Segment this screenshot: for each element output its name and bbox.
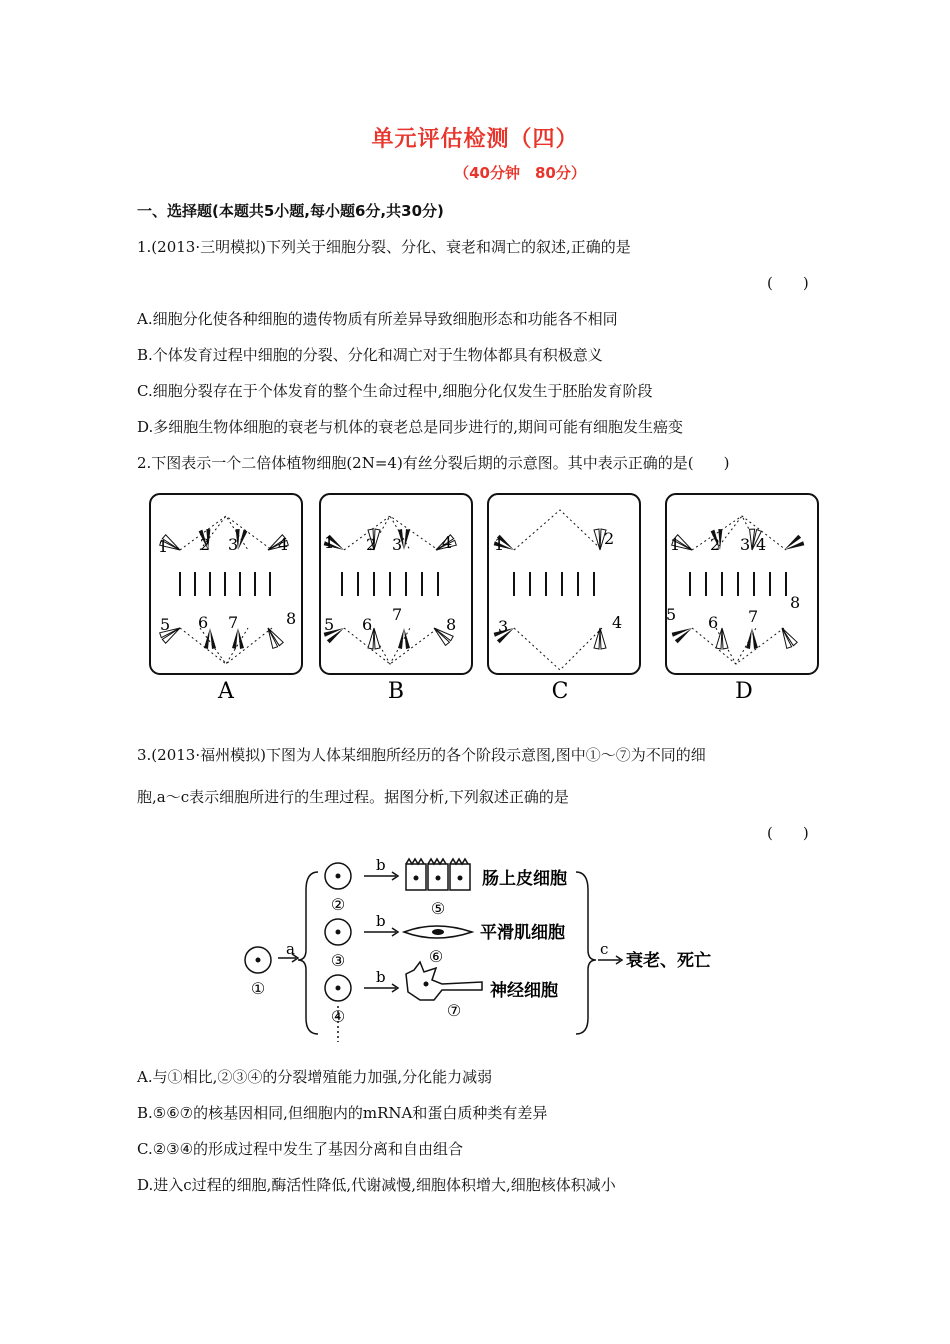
q2-c-label-3: 3 [498,617,509,636]
q3-process-c: c [600,940,609,958]
q2-c-label-4: 4 [612,613,623,632]
q2-a-label-7: 7 [228,613,239,632]
q3-cell-1: ① [250,979,266,998]
q2-a-label-3: 3 [228,535,239,554]
q2-a-label-6: 6 [198,613,209,632]
q1-option-c: C.细胞分裂存在于个体发育的整个生命过程中,细胞分化仅发生于胚胎发育阶段 [137,382,653,400]
q2-b-label-1: 1 [324,533,335,552]
q2-panel-b [320,494,472,704]
q2-panel-a-label: A [218,679,234,704]
q2-figure [140,488,820,708]
q3-cell-7: ⑦ [446,1001,462,1020]
q2-panel-c [488,494,640,704]
q2-a-label-2: 2 [200,535,211,554]
q2-stem: 2.下图表示一个二倍体植物细胞(2N=4)有丝分裂后期的示意图。其中表示正确的是( ) [137,454,730,472]
q2-panel-d-label: D [735,679,753,704]
q2-a-label-5: 5 [160,615,171,634]
q3-stem-line1: 3.(2013·福州模拟)下图为人体某细胞所经历的各个阶段示意图,图中①～⑦为不同的细 [137,746,706,764]
q2-d-label-7: 7 [748,607,759,626]
q2-c-label-2: 2 [604,529,615,548]
q3-label-intestinal: 肠上皮细胞 [482,869,567,889]
q2-d-label-6: 6 [708,613,719,632]
q3-label-smooth-muscle: 平滑肌细胞 [480,923,565,943]
q2-d-label-1: 1 [670,535,681,554]
page-title: 单元评估检测（四） [371,127,579,152]
q2-b-label-2: 2 [366,535,377,554]
q1-option-a: A.细胞分化使各种细胞的遗传物质有所差异导致细胞形态和功能各不相同 [137,310,618,328]
q2-c-label-1: 1 [494,535,505,554]
q2-panel-d [666,494,818,704]
page-subtitle: （40分钟 80分） [454,164,586,182]
q3-process-b-1: b [376,856,386,874]
q1-option-b: B.个体发育过程中细胞的分裂、分化和凋亡对于生物体都具有积极意义 [137,346,603,364]
q2-d-label-3: 3 [740,535,751,554]
q3-process-a: a [286,940,295,958]
q3-cell-3: ③ [330,951,346,970]
q3-cell-2: ② [330,895,346,914]
q2-b-label-3: 3 [392,535,403,554]
q3-option-a: A.与①相比,②③④的分裂增殖能力加强,分化能力减弱 [137,1068,493,1086]
q2-b-label-4: 4 [442,533,453,552]
q3-cell-6: ⑥ [428,947,444,966]
q3-figure [236,850,716,1044]
q2-a-label-4: 4 [278,535,289,554]
q3-option-c: C.②③④的形成过程中发生了基因分离和自由组合 [137,1140,464,1158]
section-heading: 一、选择题(本题共5小题,每小题6分,共30分) [137,202,444,220]
q1-stem: 1.(2013·三明模拟)下列关于细胞分裂、分化、衰老和凋亡的叙述,正确的是 [137,238,631,256]
q3-label-neuron: 神经细胞 [490,981,558,1001]
q1-option-d: D.多细胞生物体细胞的衰老与机体的衰老总是同步进行的,期间可能有细胞发生癌变 [137,418,684,436]
q3-cell-5: ⑤ [430,899,446,918]
q3-label-outcome: 衰老、死亡 [626,951,711,971]
q2-panel-a [150,494,302,704]
q2-a-label-1: 1 [158,537,169,556]
q3-process-b-3: b [376,968,386,986]
q2-a-label-8: 8 [286,609,297,628]
q2-b-label-5: 5 [324,615,335,634]
q3-stem-line2: 胞,a～c表示细胞所进行的生理过程。据图分析,下列叙述正确的是 [137,788,569,806]
q2-panel-b-label: B [387,679,405,704]
q1-answer-paren: ( ) [767,274,809,292]
q2-d-label-5: 5 [666,605,677,624]
q2-b-label-6: 6 [362,615,373,634]
q3-option-d: D.进入c过程的细胞,酶活性降低,代谢减慢,细胞体积增大,细胞核体积减小 [137,1176,616,1194]
q2-b-label-8: 8 [446,615,457,634]
q3-answer-paren: ( ) [767,824,809,842]
q3-cell-4: ④ [330,1007,346,1026]
q2-panel-c-label: C [551,679,569,704]
q3-process-b-2: b [376,912,386,930]
q2-d-label-4: 4 [756,535,767,554]
q2-b-label-7: 7 [392,605,403,624]
q3-option-b: B.⑤⑥⑦的核基因相同,但细胞内的mRNA和蛋白质种类有差异 [137,1104,548,1122]
q2-d-label-2: 2 [710,535,721,554]
q2-d-label-8: 8 [790,593,801,612]
